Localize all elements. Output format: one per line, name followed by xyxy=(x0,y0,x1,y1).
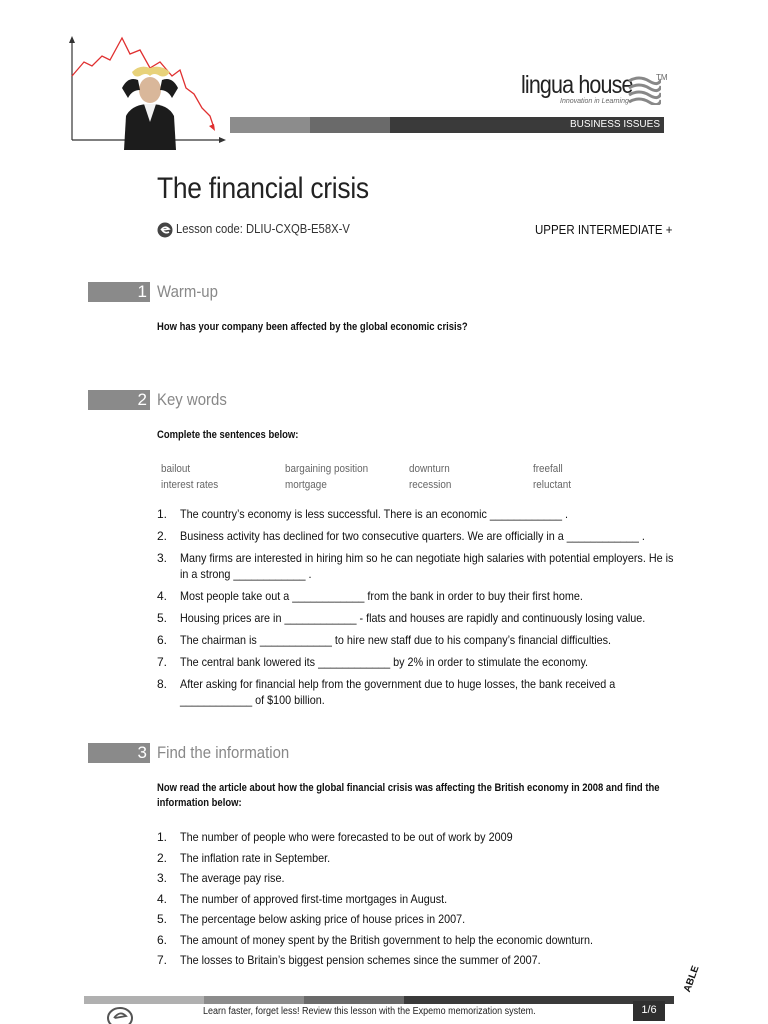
find-information-instruction: Now read the article about how the global financial crisis was affecting the British economy in 2008 and find the information below: xyxy=(157,782,660,809)
word-box-item: mortgage xyxy=(285,479,327,491)
brand-logo-text: lingua house xyxy=(521,71,633,99)
exercise-item: 8. After asking for financial help from the government due to huge losses, the bank received a ____________ of $100 billion. xyxy=(157,677,616,707)
page-number: 1/6 xyxy=(633,1001,665,1021)
word-box-item: reluctant xyxy=(533,479,571,491)
word-box-item: interest rates xyxy=(161,479,219,491)
trademark-symbol: TM xyxy=(656,73,668,82)
lesson-code-icon xyxy=(157,221,173,239)
section-title-find-information: Find the information xyxy=(157,743,290,762)
information-item: 7. The losses to Britain’s biggest pension schemes since the summer of 2007. xyxy=(157,953,541,967)
side-label: ABLE xyxy=(682,964,702,994)
lesson-code: Lesson code: DLIU-CXQB-E58X-V xyxy=(176,222,350,236)
section-number-3: 3 xyxy=(88,743,150,763)
word-box-item: freefall xyxy=(533,463,563,475)
information-item: 3. The average pay rise. xyxy=(157,871,285,885)
word-box-item: recession xyxy=(409,479,452,491)
footer-bar xyxy=(84,996,674,1004)
word-box-item: downturn xyxy=(409,463,450,475)
key-words-instruction: Complete the sentences below: xyxy=(157,429,299,441)
information-item: 4. The number of approved first-time mortgages in August. xyxy=(157,891,448,906)
level-label: UPPER INTERMEDIATE + xyxy=(535,223,673,237)
exercise-item: 5. Housing prices are in ____________ - flats and houses are rapidly and continuously losing value. xyxy=(157,611,646,625)
financial-crisis-illustration xyxy=(62,32,232,150)
category-label: BUSINESS ISSUES xyxy=(390,117,664,133)
key-words-exercise-list xyxy=(157,506,735,708)
section-title-warm-up: Warm-up xyxy=(157,282,218,301)
find-information-list xyxy=(157,829,735,968)
brand-tagline: Innovation in Learning xyxy=(560,98,629,105)
exercise-item: 1. The country’s economy is less successful. There is an economic ____________ . xyxy=(157,507,569,521)
information-item: 6. The amount of money spent by the British government to help the economic downturn. xyxy=(157,932,594,947)
word-box-item: bargaining position xyxy=(285,463,369,475)
information-item: 2. The inflation rate in September. xyxy=(157,850,331,865)
exercise-item: 7. The central bank lowered its ____________ by 2% in order to stimulate the economy. xyxy=(157,655,589,669)
word-box-item: bailout xyxy=(161,463,191,475)
warm-up-question: How has your company been affected by the global economic crisis? xyxy=(157,321,468,333)
section-number-1: 1 xyxy=(88,282,150,302)
section-number-2: 2 xyxy=(88,390,150,410)
section-title-key-words: Key words xyxy=(157,390,227,409)
expemo-icon xyxy=(106,1006,134,1024)
information-item: 1. The number of people who were forecasted to be out of work by 2009 xyxy=(157,830,513,844)
exercise-item: 6. The chairman is ____________ to hire new staff due to his company’s financial difficulties. xyxy=(157,633,612,647)
footer-promo-text: Learn faster, forget less! Review this lesson with the Expemo memorization system. xyxy=(203,1006,536,1017)
header-category-bar xyxy=(230,117,664,133)
lingua-house-wave-icon xyxy=(627,75,661,105)
information-item: 5. The percentage below asking price of house prices in 2007. xyxy=(157,912,466,926)
exercise-item: 2. Business activity has declined for two consecutive quarters. We are officially in a ____________ . xyxy=(157,529,645,543)
exercise-item: 3. Many firms are interested in hiring him so he can negotiate high salaries with potential employers. He is in a strong ____________ . xyxy=(157,551,674,581)
exercise-item: 4. Most people take out a ____________ from the bank in order to buy their first home. xyxy=(157,589,583,603)
page-title: The financial crisis xyxy=(157,172,369,205)
